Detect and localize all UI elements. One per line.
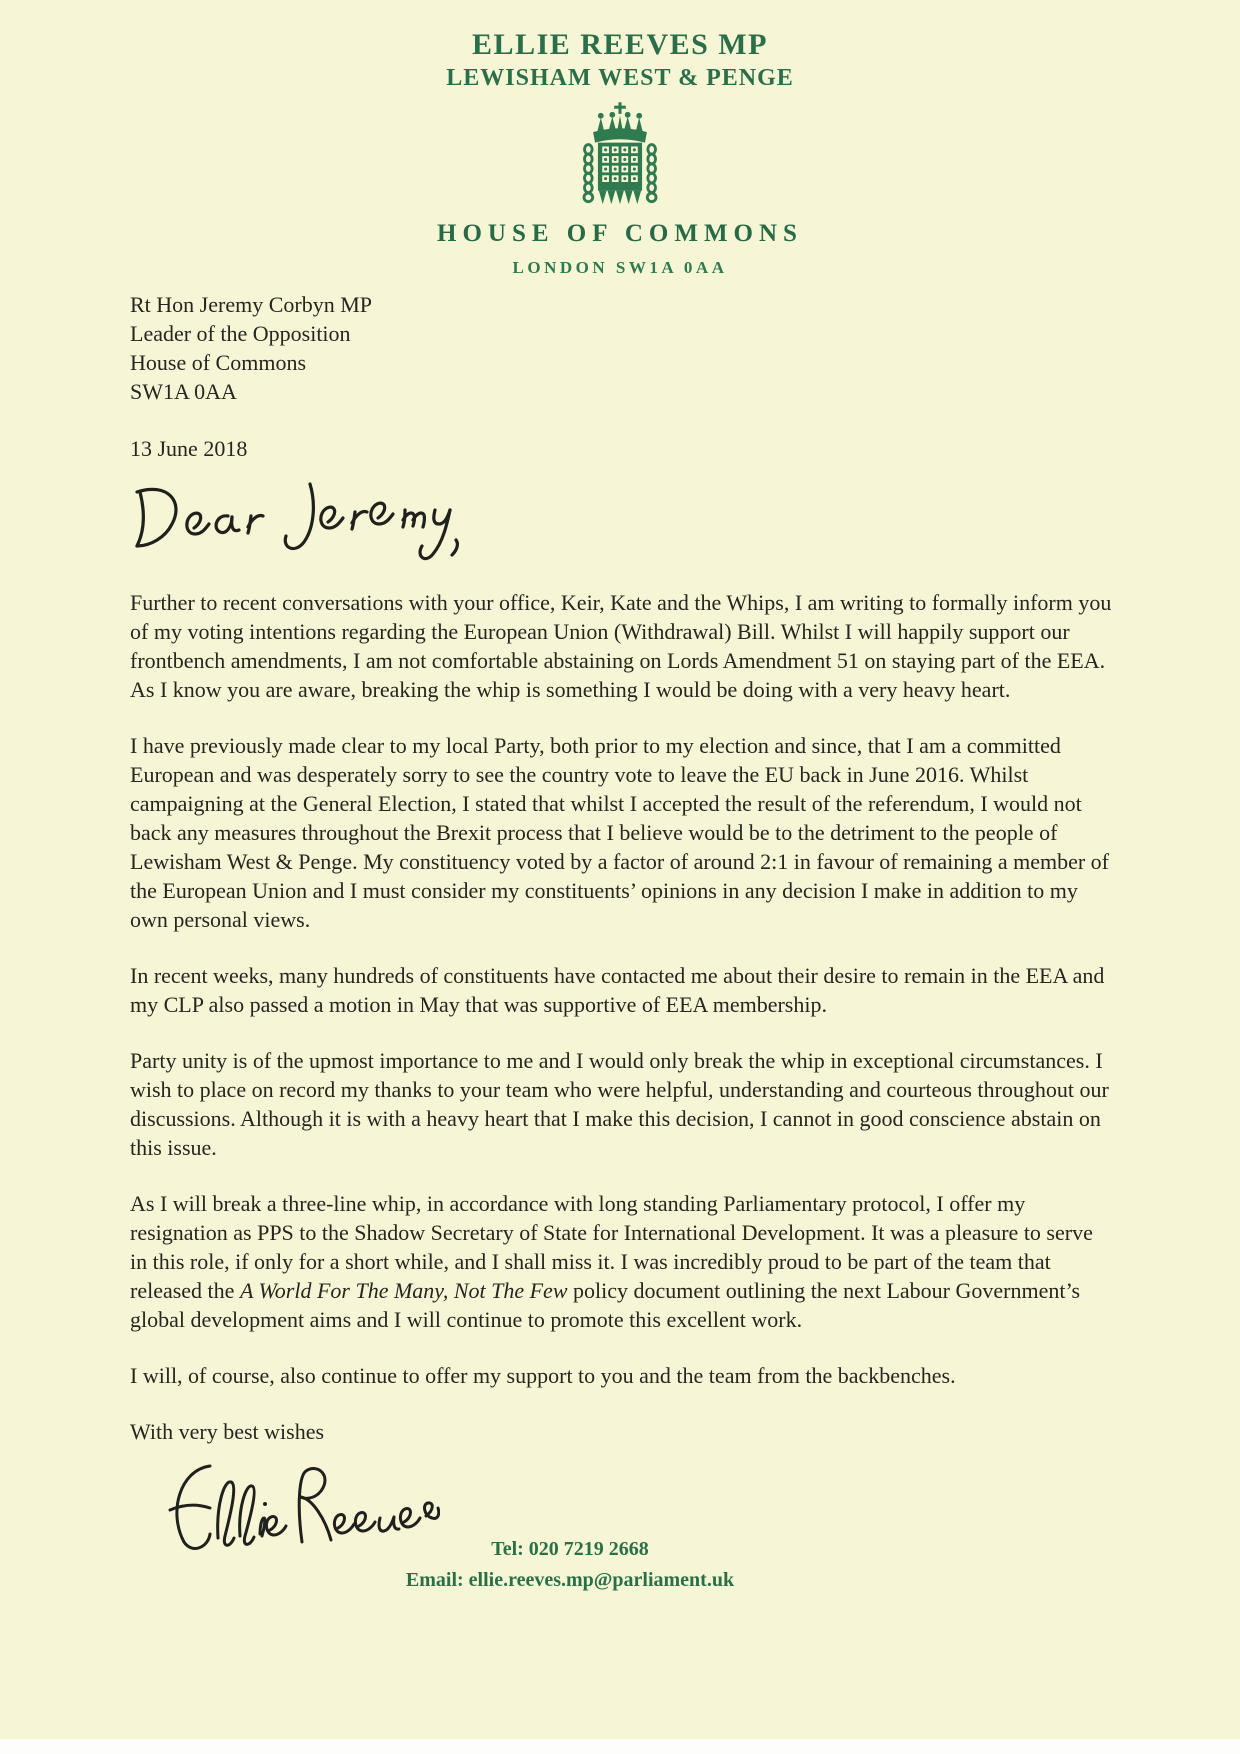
scan-edge-artifact: [0, 1739, 1240, 1754]
recipient-address: [130, 290, 1122, 406]
handwritten-salutation: [124, 478, 469, 578]
portcullis-crest-icon: [572, 100, 668, 216]
recipient-line: House of Commons: [130, 350, 306, 375]
letter-paragraph: I will, of course, also continue to offer my support to you and the team from the backbenches.: [130, 1363, 956, 1388]
constituency-name: LEWISHAM WEST & PENGE: [446, 65, 794, 91]
footer-email: Email: ellie.reeves.mp@parliament.uk: [405, 1569, 735, 1591]
letter-closing: With very best wishes: [130, 1419, 325, 1444]
recipient-line: Leader of the Opposition: [130, 321, 351, 346]
institution-name: HOUSE OF COMMONS: [437, 220, 803, 247]
letterhead: [0, 0, 1240, 278]
mp-name: ELLIE REEVES MP: [472, 28, 768, 61]
letter-body: [130, 588, 1114, 1390]
letter-paragraph: Party unity is of the upmost importance to me and I would only break the whip in exceptional circumstances. I wish to place on record my thanks to your team who were helpful, understanding and courteous throughout our discussions. Although it is with a heavy heart that I make this decision, I cannot in good conscience abstain on this issue.: [130, 1048, 1109, 1160]
footer-tel: Tel: 020 7219 2668: [491, 1538, 649, 1560]
recipient-line: SW1A 0AA: [130, 379, 237, 404]
institution-address: LONDON SW1A 0AA: [512, 258, 728, 277]
letter-paragraph: As I will break a three-line whip, in accordance with long standing Parliamentary protocol, I offer my resignation as PPS to the Shadow Secretary of State for International Development. It was a pleasure to serve in this role, if only for a short while, and I shall miss it. I was incredibly proud to be part of the team that released the A World For The Many, Not The Few policy document outlining the next Labour Government’s global development aims and I will continue to promote this excellent work.: [130, 1191, 1093, 1332]
letter-content: [0, 290, 1240, 1596]
letter-paragraph: Further to recent conversations with your office, Keir, Kate and the Whips, I am writing to formally inform you of my voting intentions regarding the European Union (Withdrawal) Bill. Whilst I will happily support our frontbench amendments, I am not comfortable abstaining on Lords Amendment 51 on staying part of the EEA. As I know you are aware, breaking the whip is something I would be doing with a very heavy heart.: [130, 590, 1112, 702]
recipient-line: Rt Hon Jeremy Corbyn MP: [130, 292, 372, 317]
letter-paragraph: In recent weeks, many hundreds of constituents have contacted me about their desire to remain in the EEA and my CLP also passed a motion in May that was supportive of EEA membership.: [130, 963, 1105, 1017]
letter-footer: [74, 1534, 1066, 1596]
letter-paragraph: I have previously made clear to my local Party, both prior to my election and since, that I am a committed European and was desperately sorry to see the country vote to leave the EU back in June 2016. Whilst campaigning at the General Election, I stated that whilst I accepted the result of the referendum, I would not back any measures throughout the Brexit process that I believe would be to the detriment to the people of Lewisham West & Penge. My constituency voted by a factor of around 2:1 in favour of remaining a member of the European Union and I must consider my constituents’ opinions in any decision I make in addition to my own personal views.: [130, 733, 1109, 932]
letter-date: 13 June 2018: [130, 436, 248, 461]
